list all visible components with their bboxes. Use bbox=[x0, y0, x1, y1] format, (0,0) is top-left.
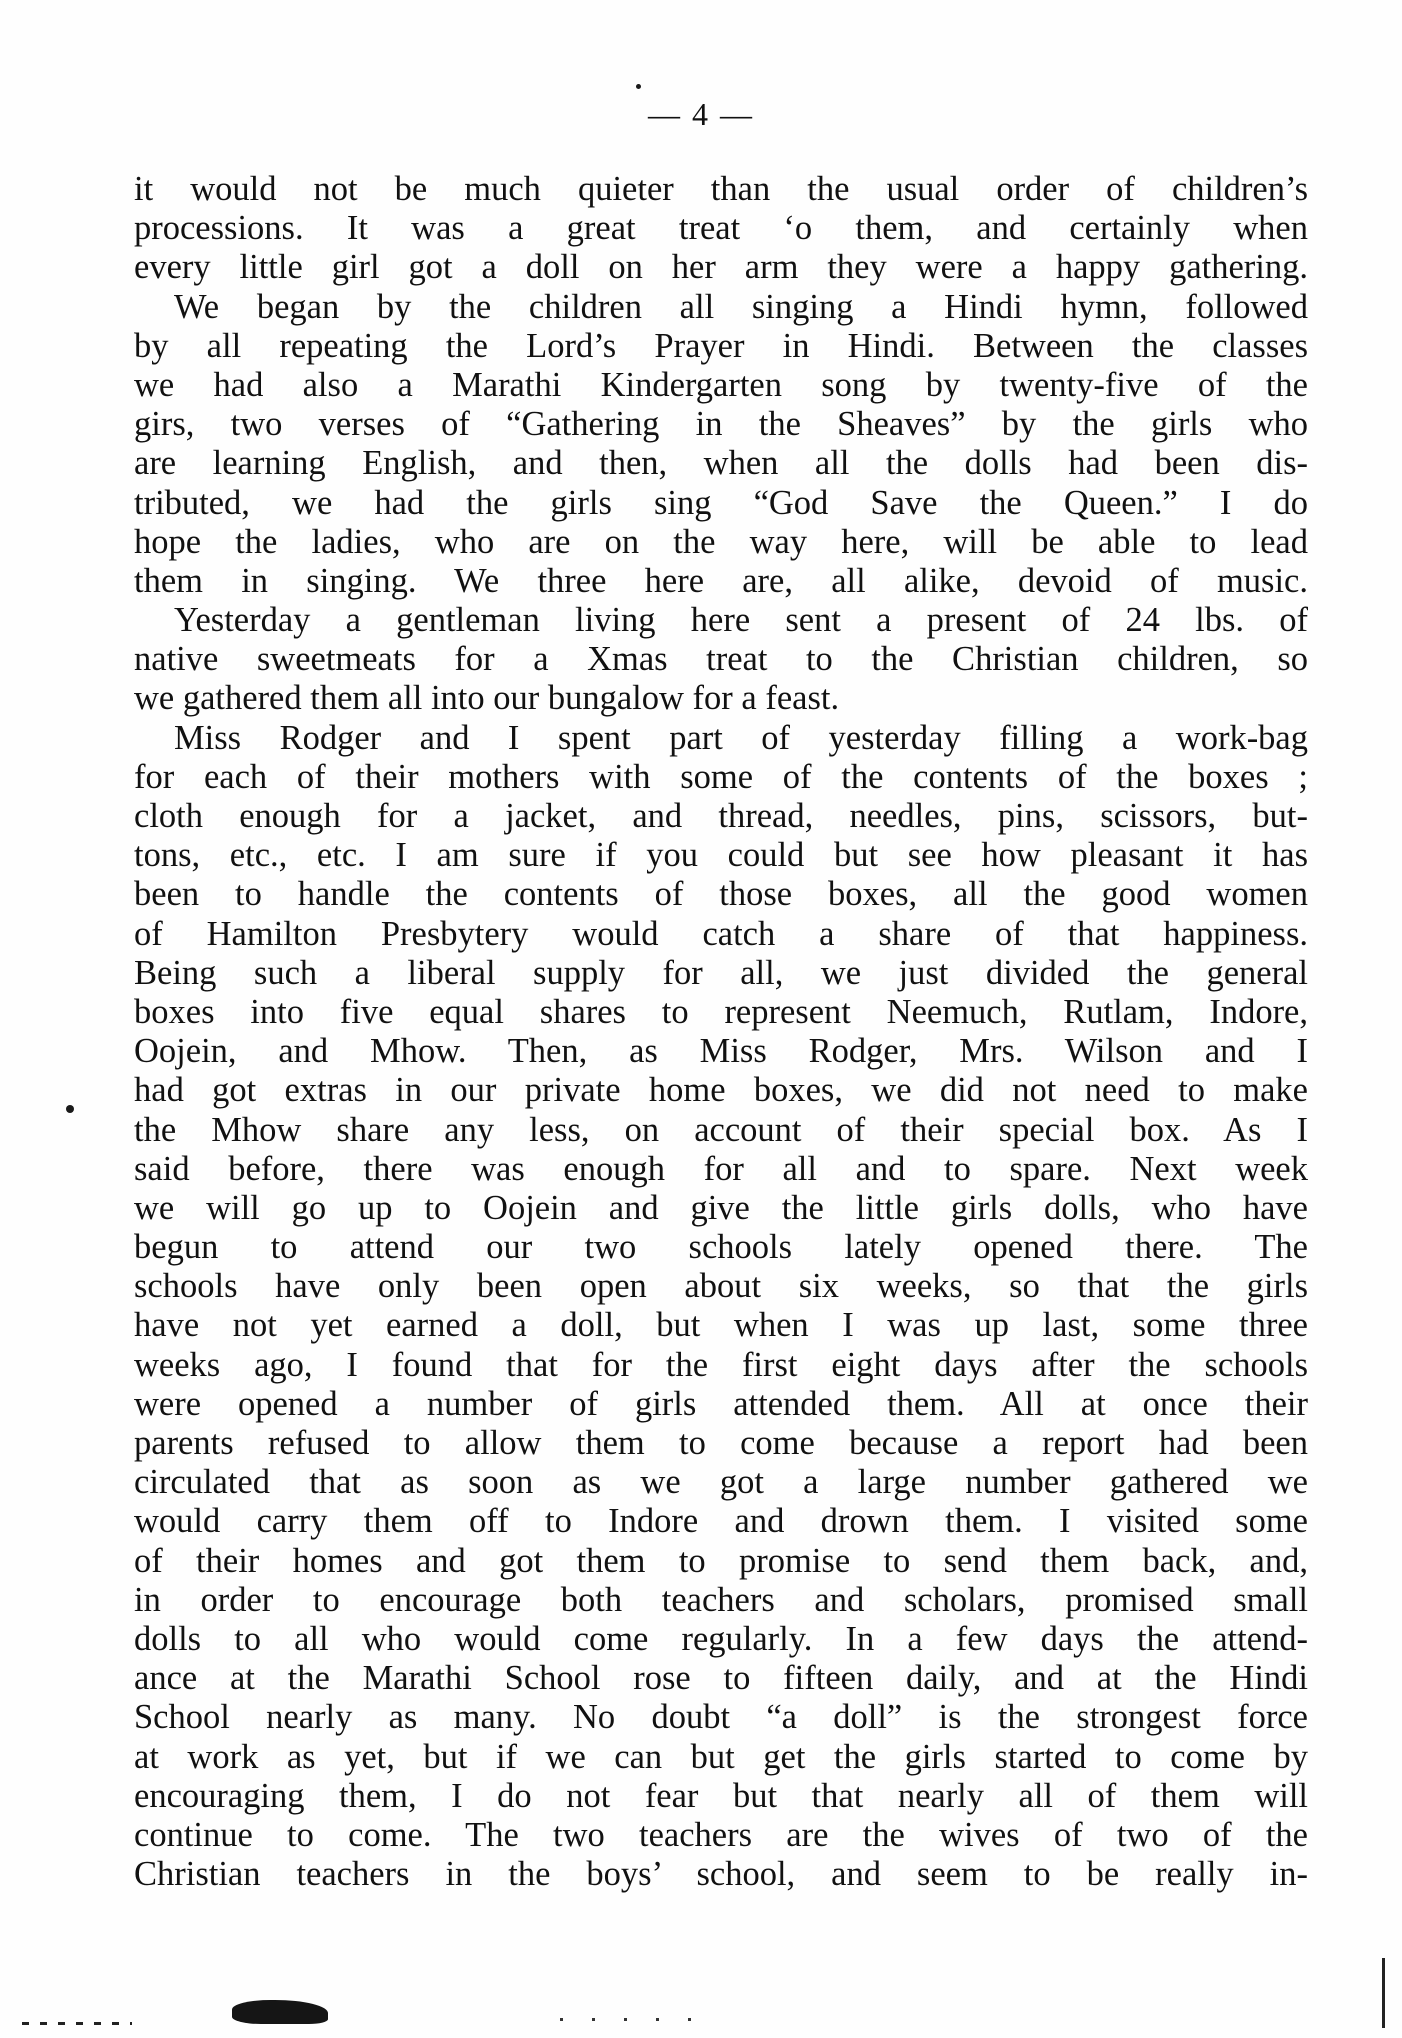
text-line: them in singing. We three here are, all alike, devoid of music. bbox=[134, 561, 1308, 600]
text-line: We began by the children all singing a Hindi hymn, followed bbox=[174, 287, 1308, 326]
text-line: every little girl got a doll on her arm they were a happy gathering. bbox=[134, 248, 1308, 287]
text-line: Being such a liberal supply for all, we just divided the general bbox=[134, 953, 1308, 992]
scan-artifact bbox=[560, 2018, 710, 2021]
ink-smudge bbox=[232, 2000, 328, 2024]
ink-speck bbox=[636, 84, 641, 89]
text-line: said before, there was enough for all and to spare. Next week bbox=[134, 1149, 1308, 1188]
text-line: of Hamilton Presbytery would catch a share of that happiness. bbox=[134, 914, 1308, 953]
text-line: it would not be much quieter than the usual order of children’s bbox=[134, 170, 1308, 208]
text-line: weeks ago, I found that for the first eight days after the schools bbox=[134, 1345, 1308, 1384]
text-line: for each of their mothers with some of the contents of the boxes ; bbox=[134, 757, 1308, 796]
page-edge-mark bbox=[1382, 1958, 1385, 2028]
text-line: we had also a Marathi Kindergarten song by twenty-five of the bbox=[134, 365, 1308, 404]
text-line: ance at the Marathi School rose to fifteen daily, and at the Hindi bbox=[134, 1659, 1308, 1698]
text-line: begun to attend our two schools lately opened there. The bbox=[134, 1228, 1308, 1267]
text-line: hope the ladies, who are on the way here, will be able to lead bbox=[134, 522, 1308, 561]
text-line: boxes into five equal shares to represent Neemuch, Rutlam, Indore, bbox=[134, 992, 1308, 1031]
page-number: — 4 — bbox=[648, 96, 754, 132]
text-line: tributed, we had the girls sing “God Save the Queen.” I do bbox=[134, 483, 1308, 522]
text-line: Miss Rodger and I spent part of yesterday filling a work-bag bbox=[174, 718, 1308, 757]
text-line: of their homes and got them to promise to send them back, and, bbox=[134, 1541, 1308, 1580]
text-line: been to handle the contents of those boxes, all the good women bbox=[134, 875, 1308, 914]
scan-artifact bbox=[22, 2022, 132, 2025]
text-line: are learning English, and then, when all the dolls had been dis- bbox=[134, 444, 1308, 483]
text-line: were opened a number of girls attended them. All at once their bbox=[134, 1384, 1308, 1423]
text-line: native sweetmeats for a Xmas treat to the Christian children, so bbox=[134, 640, 1308, 679]
text-line: Christian teachers in the boys’ school, and seem to be really in- bbox=[134, 1855, 1308, 1894]
text-line: circulated that as soon as we got a large number gathered we bbox=[134, 1463, 1308, 1502]
text-line: tons, etc., etc. I am sure if you could but see how pleasant it has bbox=[134, 836, 1308, 875]
text-line: had got extras in our private home boxes, we did not need to make bbox=[134, 1071, 1308, 1110]
text-line: we will go up to Oojein and give the little girls dolls, who have bbox=[134, 1188, 1308, 1227]
text-line: parents refused to allow them to come because a report had been bbox=[134, 1424, 1308, 1462]
text-line: at work as yet, but if we can but get the girls started to come by bbox=[134, 1737, 1308, 1776]
text-line: dolls to all who would come regularly. In a few days the attend- bbox=[134, 1619, 1308, 1658]
text-line: schools have only been open about six weeks, so that the girls bbox=[134, 1267, 1308, 1306]
text-line: the Mhow share any less, on account of their special box. As I bbox=[134, 1110, 1308, 1149]
text-line: in order to encourage both teachers and scholars, promised small bbox=[134, 1580, 1308, 1619]
text-line: cloth enough for a jacket, and thread, needles, pins, scissors, but- bbox=[134, 797, 1308, 835]
text-line: Oojein, and Mhow. Then, as Miss Rodger, Mrs. Wilson and I bbox=[134, 1032, 1308, 1071]
ink-speck bbox=[66, 1105, 74, 1113]
text-line: have not yet earned a doll, but when I was up last, some three bbox=[134, 1306, 1308, 1345]
text-line: would carry them off to Indore and drown them. I visited some bbox=[134, 1502, 1308, 1541]
text-line: School nearly as many. No doubt “a doll” is the strongest force bbox=[134, 1698, 1308, 1737]
text-line: Yesterday a gentleman living here sent a present of 24 lbs. of bbox=[174, 601, 1308, 640]
text-line: we gathered them all into our bungalow for a feast. bbox=[134, 679, 840, 718]
body-text bbox=[134, 170, 1308, 1894]
text-line: processions. It was a great treat ‘o them, and certainly when bbox=[134, 209, 1308, 248]
text-line: encouraging them, I do not fear but that nearly all of them will bbox=[134, 1776, 1308, 1815]
text-line: continue to come. The two teachers are the wives of two of the bbox=[134, 1815, 1308, 1854]
text-line: girs, two verses of “Gathering in the Sheaves” by the girls who bbox=[134, 405, 1308, 444]
text-line: by all repeating the Lord’s Prayer in Hindi. Between the classes bbox=[134, 326, 1308, 365]
